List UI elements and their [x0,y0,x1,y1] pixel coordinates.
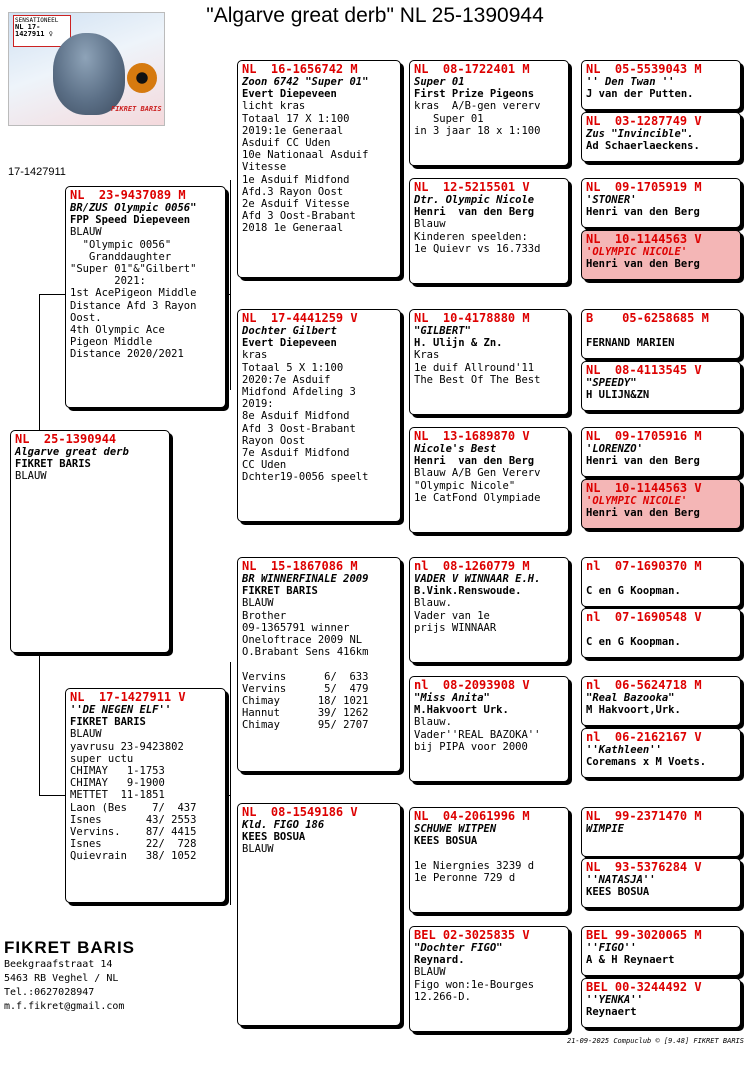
pigeon-info-line: Vervins 5/ 479 [242,682,369,695]
pigeon-ring-number: B 05-6258685 M [586,311,709,325]
pigeon-ring-number: nl 06-2162167 V [586,730,702,744]
pigeon-name: "GILBERT" [414,325,471,337]
pigeon-name: "Dochter FIGO" [414,942,503,954]
pigeon-owner: Henri van den Berg [414,455,535,468]
pigeon-card [581,557,741,607]
pigeon-info-line: Figo won:1e-Bourges [414,978,535,991]
pigeon-ring-number: NL 25-1390944 [15,432,117,446]
owner-name: FIKRET BARIS [4,938,135,957]
pigeon-info-line: 09-1365791 winner [242,621,350,634]
pigeon-info-line: BLAUW [70,226,102,239]
pigeon-info-line: Afd 3 Oost-Brabant [242,422,356,435]
pigeon-name: ''Kathleen'' [586,744,662,756]
pigeon-info-line: BLAUW [70,728,102,741]
pigeon-image [53,33,125,115]
pigeon-card [10,430,170,653]
pigeon-info-line: Dchter19-0056 speelt [242,471,369,484]
pigeon-info-line: "Super 01"&"Gilbert" [70,263,197,276]
pigeon-card [409,557,569,663]
pigeon-ring-number: NL 93-5376284 V [586,860,702,874]
pigeon-info-line: prijs WINNAAR [414,621,497,634]
pigeon-card [581,978,741,1028]
pigeon-info-line: 2e Asduif Vitesse [242,198,350,211]
pigeon-info-line: bij PIPA voor 2000 [414,740,528,753]
pigeon-ring-number: nl 07-1690548 V [586,610,702,624]
pigeon-info-line: Granddaughter [70,250,172,263]
pigeon-name: Kld. FIGO 186 [242,819,325,831]
pigeon-info-line: "Olympic 0056" [70,238,172,251]
pigeon-info-line: Midfond Afdeling 3 [242,386,356,399]
pigeon-ring-number: NL 10-1144563 V [586,481,702,495]
pigeon-ring-number: nl 06-5624718 M [586,678,702,692]
pigeon-card [237,803,401,1026]
pigeon-name: "Real Bazooka" [586,692,675,704]
pigeon-info-line: The Best Of The Best [414,373,541,386]
page-title: "Algarve great derb" NL 25-1390944 [206,4,544,27]
pigeon-ring-number: NL 05-5539043 M [586,62,702,76]
pigeon-info-line [242,658,396,670]
pigeon-card [581,230,741,280]
pigeon-ring-number: NL 08-1549186 V [242,805,358,819]
pigeon-photo [8,12,165,126]
pigeon-info-line: BLAUW [15,470,47,483]
pigeon-card [237,60,401,278]
pigeon-info-line: Kinderen speelden: [414,230,528,243]
pigeon-card [581,112,741,162]
pigeon-name: ''DE NEGEN ELF'' [70,704,172,716]
pigeon-ring-number: NL 04-2061996 M [414,809,530,823]
pigeon-owner: A & H Reynaert [586,954,675,967]
pigeon-ring-number: nl 08-2093908 V [414,678,530,692]
pigeon-info-line [414,847,564,859]
empty-name-line [586,573,736,585]
pigeon-name: 'STONER' [586,194,637,206]
pigeon-info-line: super uctu [70,752,134,765]
photo-label-top: SENSATIONEEL [15,17,59,24]
pigeon-card [65,186,226,408]
pigeon-owner: FIKRET BARIS [242,585,318,598]
pigeon-info-line: Oneloftrace 2009 NL [242,634,363,647]
empty-name-line [586,325,736,337]
pigeon-info-line: 1e Asduif Midfond [242,173,350,186]
pigeon-name: BR/ZUS Olympic 0056" [70,202,197,214]
pigeon-name: "SPEEDY" [586,377,637,389]
pigeon-owner: Henri van den Berg [586,455,700,468]
pigeon-owner: FIKRET BARIS [15,458,91,471]
pigeon-card [581,361,741,411]
pigeon-owner: Evert Diepeveen [242,337,337,350]
pigeon-info-line: CC Uden [242,459,287,472]
pigeon-owner: J van der Putten. [586,88,694,101]
pigeon-info-line: Laon (Bes 7/ 437 [70,801,197,814]
pigeon-info-line: 2019: [242,398,274,411]
pigeon-owner: Henri van den Berg [414,206,535,219]
pigeon-info-line: Chimay 95/ 2707 [242,719,369,732]
pigeon-ring-number: NL 09-1705916 M [586,429,702,443]
pigeon-info-line: Isnes 22/ 728 [70,838,197,851]
photo-label-ring: NL 17-1427911 ♀ [15,23,53,38]
pigeon-ring-number: NL 13-1689870 V [414,429,530,443]
pigeon-name: Super 01 [414,76,465,88]
pigeon-name: ''YENKA'' [586,994,643,1006]
pigeon-info-line: 2019:1e Generaal [242,124,344,137]
pigeon-card [581,427,741,477]
owner-email-line: m.f.fikret@gmail.com [4,1001,125,1012]
pigeon-ring-number: NL 17-1427911 V [70,690,186,704]
pigeon-info-line: 1e duif Allround'11 [414,361,535,374]
owner-address-line: Beekgraafstraat 14 [4,959,113,970]
photo-logo: FIKRET BARIS [111,105,162,113]
pigeon-ring-number: BEL 02-3025835 V [414,928,530,942]
pigeon-info-line: in 3 jaar 18 x 1:100 [414,124,541,137]
pigeon-info-line: Brother [242,609,287,622]
pigeon-info-line: 1e Quievr vs 16.733d [414,242,541,255]
pigeon-info-line: 8e Asduif Midfond [242,410,350,423]
pigeon-owner: Henri van den Berg [586,258,700,271]
pigeon-ring-number: BEL 00-3244492 V [586,980,702,994]
pigeon-owner: First Prize Pigeons [414,88,535,101]
pigeon-name: 'OLYMPIC NICOLE' [586,495,688,507]
pigeon-card [409,60,569,166]
pigeon-name: "Miss Anita" [414,692,490,704]
pigeon-card [581,676,741,726]
pigeon-ring-number: nl 07-1690370 M [586,559,702,573]
pigeon-info-line: Isnes 43/ 2553 [70,813,197,826]
footer-credit: 21-09-2025 Compuclub © [9.48] FIKRET BARIS [566,1037,744,1045]
pigeon-info-line: 7e Asduif Midfond [242,447,350,460]
connector-line [230,662,231,905]
pigeon-info-line: Afd 3 Oost-Brabant [242,210,356,223]
owner-postcode-line: 5463 RB Veghel / NL [4,973,119,984]
pigeon-card [409,807,569,913]
pigeon-ring-number: NL 10-1144563 V [586,232,702,246]
pigeon-info-line: 10e Nationaal Asduif [242,149,369,162]
pigeon-card [581,728,741,778]
pigeon-info-line: BLAUW [242,597,274,610]
pigeon-owner: C en G Koopman. [586,636,681,649]
pigeon-info-line: kras [242,349,268,362]
pigeon-ring-number: NL 17-4441259 V [242,311,358,325]
pigeon-card [581,858,741,908]
pigeon-card [409,676,569,782]
empty-name-line [586,624,736,636]
pigeon-name: 'OLYMPIC NICOLE' [586,246,688,258]
pigeon-info-line: METTET 11-1851 [70,789,165,802]
pigeon-info-line: Vader van 1e [414,609,490,622]
pigeon-owner: Henri van den Berg [586,507,700,520]
pigeon-ring-number: NL 10-4178880 M [414,311,530,325]
pigeon-owner: Ad Schaerlaeckens. [586,140,700,153]
pigeon-info-line: 1e CatFond Olympiade [414,491,541,504]
pigeon-owner: FIKRET BARIS [70,716,146,729]
pigeon-info-line: Super 01 [414,112,484,125]
pigeon-info-line: Rayon Oost [242,434,306,447]
pigeon-owner: Reynaert [586,1006,637,1019]
pigeon-info-line: yavrusu 23-9423802 [70,740,184,753]
pigeon-eye-image [127,63,157,93]
pigeon-info-line: 2020:7e Asduif [242,373,331,386]
pigeon-owner: M.Hakvoort Urk. [414,704,509,717]
pigeon-name: Dtr. Olympic Nicole [414,194,535,206]
pigeon-owner: KEES BOSUA [242,831,306,844]
pigeon-ring-number: NL 03-1287749 V [586,114,702,128]
pigeon-ring-number: nl 08-1260779 M [414,559,530,573]
pigeon-ring-number: NL 09-1705919 M [586,180,702,194]
pigeon-card [409,427,569,533]
pigeon-owner: KEES BOSUA [586,886,650,899]
pigeon-info-line: 2018 1e Generaal [242,222,344,235]
pigeon-info-line: 1e Niergnies 3239 d [414,859,535,872]
pigeon-info-line: Blauw. [414,716,452,729]
pigeon-info-line: Hannut 39/ 1262 [242,707,369,720]
pigeon-name: ''FIGO'' [586,942,637,954]
pigeon-info-line: Totaal 17 X 1:100 [242,112,350,125]
pigeon-owner: Reynard. [414,954,465,967]
pigeon-info-line: Asduif CC Uden [242,137,331,150]
pigeon-ring-number: NL 08-4113545 V [586,363,702,377]
pigeon-name: ''NATASJA'' [586,874,656,886]
pigeon-name: Zus "Invincible". [586,128,694,140]
pigeon-owner: M Hakvoort,Urk. [586,704,681,717]
pigeon-info-line: 12.266-D. [414,990,471,1003]
pigeon-owner: KEES BOSUA [414,835,478,848]
pigeon-name: SCHUWE WITPEN [414,823,497,835]
pigeon-owner: FPP Speed Diepeveen [70,214,191,227]
pigeon-name: VADER V WINNAAR E.H. [414,573,541,585]
pigeon-card [409,926,569,1032]
pigeon-card [237,557,401,772]
pigeon-info-line: Pigeon Middle [70,336,153,349]
connector-line [39,294,65,295]
pigeon-info-line: licht kras [242,100,306,113]
pigeon-ring-number: NL 23-9437089 M [70,188,186,202]
pigeon-ring-number: NL 12-5215501 V [414,180,530,194]
pigeon-card [581,309,741,359]
pigeon-owner: Henri van den Berg [586,206,700,219]
pigeon-card [65,688,226,903]
pigeon-info-line: Kras [414,349,440,362]
pigeon-info-line: Oost. [70,311,102,324]
pigeon-card [581,926,741,976]
pigeon-ring-number: NL 08-1722401 M [414,62,530,76]
pigeon-info-line: Distance Afd 3 Rayon [70,299,197,312]
pigeon-name: 'LORENZO' [586,443,643,455]
pigeon-card [409,309,569,415]
pigeon-info-line: CHIMAY 9-1900 [70,777,165,790]
pigeon-name: '' Den Twan '' [586,76,675,88]
pigeon-info-line: 1st AcePigeon Middle [70,287,197,300]
pigeon-info-line: BLAUW [414,966,446,979]
pigeon-name: WIMPIE [586,823,624,835]
owner-phone-line: Tel.:0627028947 [4,987,95,998]
pigeon-info-line: Blauw A/B Gen Vererv [414,467,541,480]
pigeon-info-line: Chimay 18/ 1021 [242,695,369,708]
pigeon-name: Algarve great derb [15,446,129,458]
pigeon-card [581,178,741,228]
pigeon-owner: H. Ulijn & Zn. [414,337,503,350]
pigeon-info-line: Blauw. [414,597,452,610]
pigeon-owner: Evert Diepeveen [242,88,337,101]
pigeon-info-line: Vervins 6/ 633 [242,670,369,683]
pigeon-info-line: Afd.3 Rayon Oost [242,185,344,198]
pigeon-name: Nicole's Best [414,443,497,455]
pigeon-ring-number: NL 16-1656742 M [242,62,358,76]
pigeon-card [581,60,741,110]
owner-contact-block [4,938,135,1014]
pigeon-info-line: Vitesse [242,161,287,174]
connector-line [230,180,231,390]
pigeon-owner: FERNAND MARIEN [586,337,675,350]
pigeon-info-line: Quievrain 38/ 1052 [70,850,197,863]
pigeon-info-line: BLAUW [242,843,274,856]
pigeon-ring-number: NL 15-1867086 M [242,559,358,573]
pigeon-info-line: "Olympic Nicole" [414,479,516,492]
pigeon-card [581,608,741,658]
pigeon-info-line: Distance 2020/2021 [70,348,184,361]
pigeon-info-line: Vervins. 87/ 4415 [70,826,197,839]
pigeon-info-line: O.Brabant Sens 416km [242,646,369,659]
pigeon-info-line: Totaal 5 X 1:100 [242,361,344,374]
pigeon-card [581,479,741,529]
pigeon-owner: H ULIJN&ZN [586,389,650,402]
pigeon-info-line: CHIMAY 1-1753 [70,765,165,778]
pigeon-ring-number: NL 99-2371470 M [586,809,702,823]
pigeon-owner: Coremans x M Voets. [586,756,707,769]
pigeon-info-line: 1e Peronne 729 d [414,871,516,884]
pigeon-card [409,178,569,284]
pigeon-ring-number: BEL 99-3020065 M [586,928,702,942]
pigeon-info-line: 2021: [70,275,146,288]
pigeon-info-line: Blauw [414,218,446,231]
pigeon-card [237,309,401,522]
subject-ring-label: 17-1427911 [8,166,66,178]
pigeon-name: Zoon 6742 "Super 01" [242,76,369,88]
connector-line [39,653,40,795]
pigeon-name: Dochter Gilbert [242,325,337,337]
pigeon-owner: B.Vink.Renswoude. [414,585,522,598]
pigeon-info-line: kras A/B-gen vererv [414,100,541,113]
pigeon-owner: C en G Koopman. [586,585,681,598]
pigeon-card [581,807,741,857]
connector-line [39,294,40,431]
pigeon-info-line: Vader''REAL BAZOKA'' [414,728,541,741]
connector-line [39,795,65,796]
pigeon-info-line: 4th Olympic Ace [70,324,165,337]
pigeon-name: BR WINNERFINALE 2009 [242,573,369,585]
